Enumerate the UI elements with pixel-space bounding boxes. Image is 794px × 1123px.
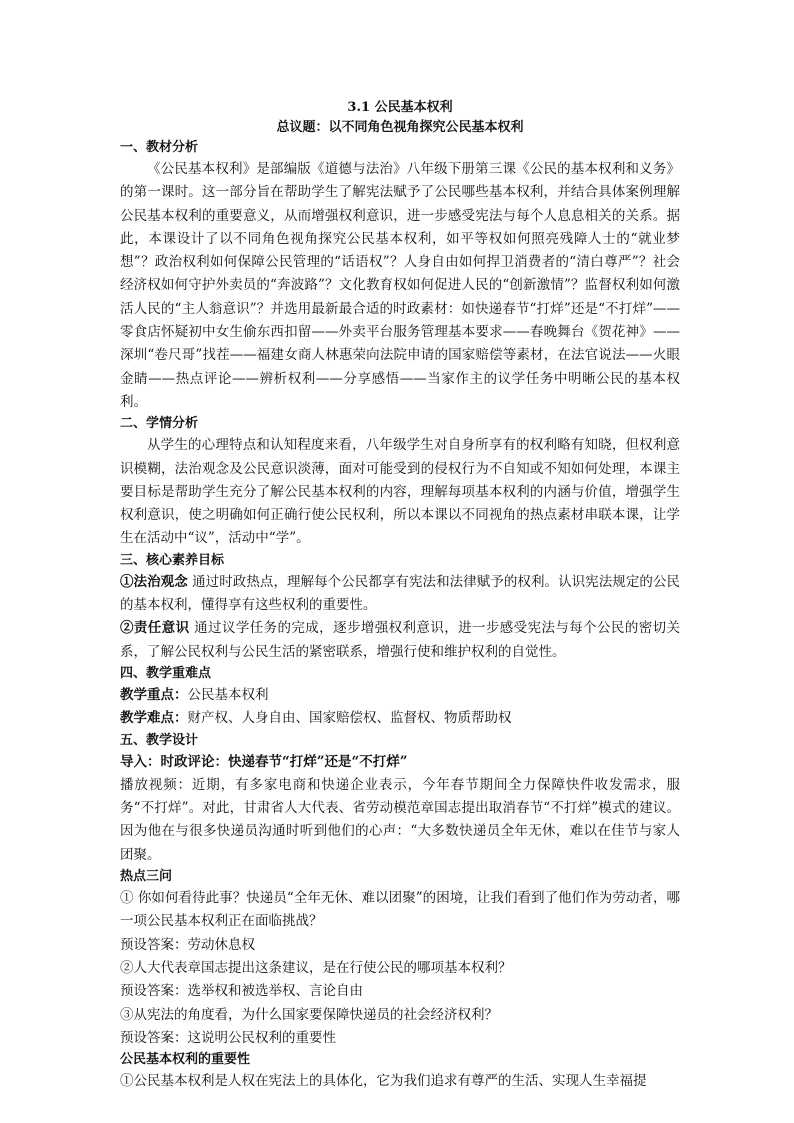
goal-rule-of-law-text: 通过时政热点，理解每个公民都享有宪法和法律赋予的权利。认识宪法规定的公民的基本权利，懂得享有这些权利的重要性。 — [120, 573, 681, 614]
answer-1: 预设答案：劳动休息权 — [120, 936, 255, 953]
question-2: ②人大代表章国志提出这条建议，是在行使公民的哪项基本权利？ — [120, 959, 512, 976]
learner-analysis-paragraph: 从学生的心理特点和认知程度来看，八年级学生对自身所享有的权利略有知晓，但权利意识模糊，法治观念及公民意识淡薄，面对可能受到的侵权行为不自知或不知如何处理，本课主要目标是帮助学生充分了解公民基本权利的内容，理解每项基本权利的内涵与价值，增强学生权利意识，使之明确如何正确行使公民权利，所以本课以不同视角的热点素材串联本课，让学生在活动中“议”，活动中“学”。 — [120, 437, 680, 547]
answer-2: 预设答案：选举权和被选举权、言论自由 — [120, 983, 363, 1000]
teaching-difficulty-text: 财产权、人身自由、国家赔偿权、监督权、物质帮助权 — [187, 710, 512, 727]
goal-rule-of-law — [120, 571, 680, 618]
document-subtitle: 总议题：以不同角色视角探究公民基本权利 — [276, 120, 524, 135]
section-heading-learner: 二、学情分析 — [120, 416, 199, 432]
importance-paragraph: ①公民基本权利是人权在宪法上的具体化，它为我们追求有尊严的生活、实现人生幸福提 — [120, 1073, 647, 1090]
goal-rule-of-law-label: ①法治观念 — [120, 573, 188, 590]
importance-heading: 公民基本权利的重要性 — [120, 1052, 251, 1068]
section-heading-textbook: 一、教材分析 — [120, 140, 199, 155]
textbook-analysis-paragraph: 《公民基本权利》是部编版《道德与法治》八年级下册第三课《公民的基本权利和义务》的第一课时。这一部分旨在帮助学生了解宪法赋予了公民哪些基本权利，并结合具体案例理解公民基本权利的重要意义，从而增强权利意识，进一步感受宪法与每个人息息相关的关系。据此，本课设计了以不同角色视角探究公民基本权利，如平等权如何照亮残障人士的“就业梦想”？政治权利如何保障公民管理的“话语权”？人身自由如何捍卫消费者的“清白尊严”？社会经济权如何守护外卖员的“奔波路”？文化教育权如何促进人民的“创新激情”？监督权利如何激活人民的“主人翁意识”？并选用最新最合适的时政素材：如快递春节“打烊”还是“不打烊”——零食店怀疑初中女生偷东西扣留——外卖平台服务管理基本要求——春晚舞台《贺花神》——深圳“卷尺哥”找茬——福建女商人林惠荣向法院申请的国家赔偿等素材，在法官说法——火眼金睛——热点评论——辨析权利——分享感悟——当家作主的议学任务中明晰公民的基本权利。 — [120, 161, 680, 410]
document-title: 3.1 公民基本权利 — [347, 100, 453, 115]
hot-topic-heading: 热点三问 — [120, 869, 173, 885]
document-page — [120, 98, 680, 1093]
teaching-key-point — [120, 684, 680, 707]
teaching-key-point-text: 公民基本权利 — [187, 686, 269, 703]
video-paragraph: 播放视频：近期，有多家电商和快递企业表示，今年春节期间全力保障快件收发需求，服务“不打烊”。对此，甘肃省人大代表、省劳动模范章国志提出取消春节“不打烊”模式的建议。因为他在与很多快递员沟通时听到他们的心声：“大多数快递员全年无休，难以在佳节与家人团聚。 — [120, 776, 680, 863]
section-heading-key-points: 四、教学重难点 — [120, 665, 212, 681]
question-3: ③从宪法的角度看，为什么国家要保障快递员的社会经济权利？ — [120, 1006, 498, 1023]
goal-responsibility — [120, 617, 680, 664]
question-1: ① 你如何看待此事？快递员“全年无休、难以团聚”的困境，让我们看到了他们作为劳动者，哪一项公民基本权利正在面临挑战？ — [120, 890, 680, 930]
teaching-difficulty-label: 教学难点： — [120, 710, 188, 727]
lead-in-line: 导入：时政评论：快递春节“打烊”还是“不打烊” — [120, 753, 408, 770]
goal-responsibility-text: 通过议学任务的完成，逐步增强权利意识，进一步感受宪法与每个公民的密切关系，了解公民权利与公民生活的紧密联系，增强行使和维护权利的自觉性。 — [120, 620, 680, 660]
teaching-difficulty — [120, 707, 680, 730]
teaching-key-point-label: 教学重点： — [120, 686, 188, 703]
answer-3: 预设答案：这说明公民权利的重要性 — [120, 1029, 336, 1046]
goal-responsibility-label: ②责任意识 — [120, 620, 190, 637]
section-heading-design: 五、教学设计 — [120, 732, 199, 748]
section-heading-literacy: 三、核心素养目标 — [120, 552, 225, 568]
